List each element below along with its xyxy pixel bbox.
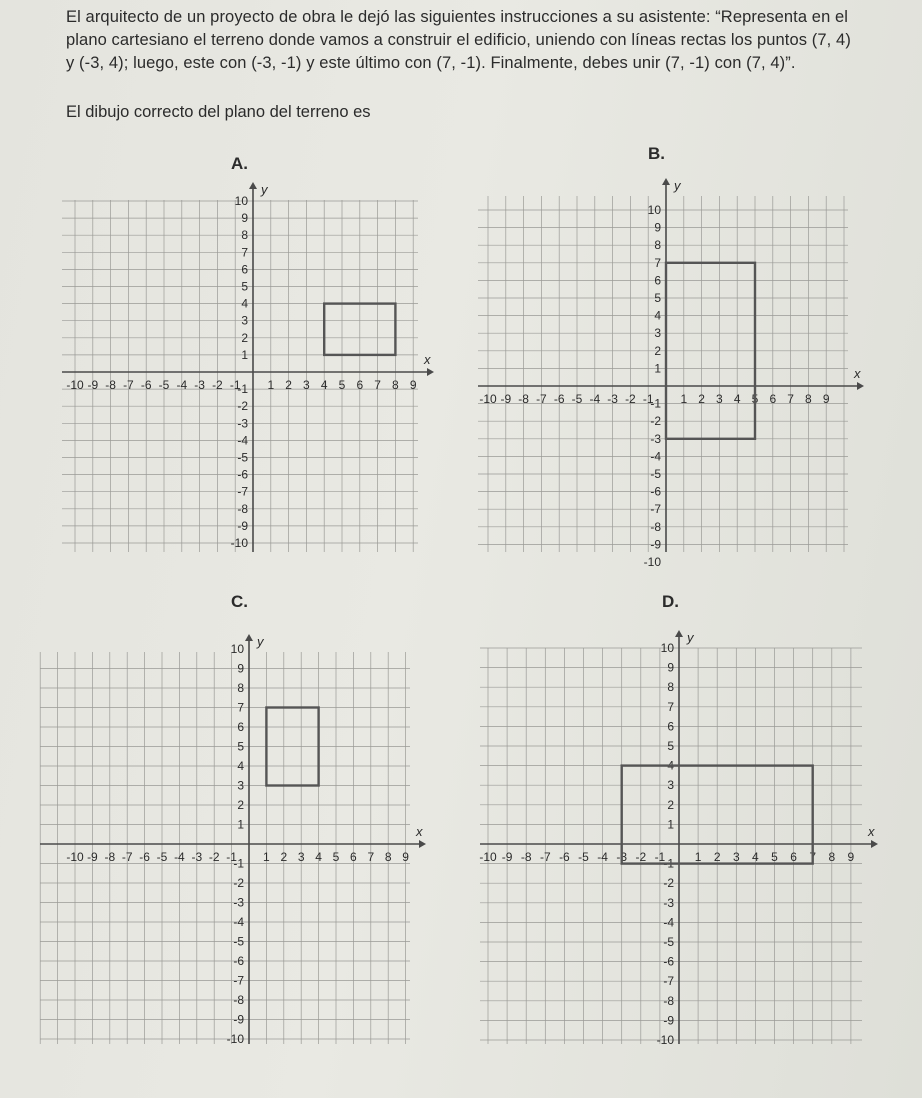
y-tick-label: 3	[654, 326, 661, 341]
x-tick-label: -1	[654, 850, 666, 864]
x-tick-label: 1	[263, 850, 270, 864]
option-c-label: C.	[231, 592, 248, 611]
x-axis-arrow	[871, 840, 878, 848]
x-tick-label: 6	[350, 850, 357, 864]
x-tick-label: -8	[518, 392, 529, 406]
y-tick-label: -9	[233, 1012, 244, 1027]
y-tick-label: 6	[241, 262, 248, 277]
y-tick-label: -8	[663, 993, 674, 1008]
x-axis-label: x	[854, 366, 861, 381]
x-tick-label: 8	[392, 378, 399, 392]
x-tick-label: 4	[315, 850, 322, 864]
x-tick-label: -1	[229, 378, 241, 392]
y-tick-label: 8	[241, 228, 248, 243]
y-tick-label: 5	[654, 291, 661, 305]
y-tick-label: 2	[667, 797, 674, 812]
x-tick-label: -10	[479, 392, 497, 406]
x-tick-label: -2	[212, 378, 223, 392]
option-b-label: B.	[648, 144, 665, 163]
x-tick-label: 4	[733, 392, 741, 406]
x-tick-label: -6	[140, 378, 152, 392]
x-tick-label: -2	[208, 850, 220, 864]
x-tick-label: -6	[559, 850, 570, 864]
x-tick-label: 3	[303, 378, 310, 392]
x-tick-label: -5	[571, 392, 583, 406]
y-tick-label: -8	[650, 519, 661, 534]
y-tick-label: 4	[241, 296, 248, 311]
x-axis-label: x	[424, 352, 431, 367]
y-tick-label: -10	[230, 536, 248, 550]
y-tick-label: -6	[650, 484, 661, 499]
x-tick-label: -4	[176, 378, 188, 392]
x-tick-label: 3	[297, 850, 305, 864]
x-tick-label: 8	[384, 850, 392, 864]
y-tick-label: 5	[241, 279, 248, 294]
problem-statement: El arquitecto de un proyecto de obra le dejó las siguientes instrucciones a su asistente: “Representa en el plano cartesiano el terreno donde vamos a construir el edificio, uniendo con líneas rectas los puntos (7, 4) y (-3, 4); luego, este con (-3, -1) y este último con (7, -1). Finalmente, debes unir (7, -1) con (7, 4)”.	[66, 8, 851, 72]
y-tick-label: -7	[233, 973, 244, 988]
y-tick-label: 3	[667, 778, 674, 793]
x-tick-label: -6	[553, 392, 565, 406]
x-tick-label: 7	[809, 850, 817, 864]
x-tick-label: -7	[539, 850, 551, 864]
y-tick-label: -4	[650, 449, 661, 464]
y-axis-label: y	[674, 178, 681, 193]
y-tick-label: 3	[237, 778, 244, 793]
y-tick-label: 7	[241, 245, 248, 260]
x-tick-label: 4	[320, 378, 328, 392]
y-tick-label: -7	[663, 974, 674, 989]
x-tick-label: -9	[500, 392, 512, 406]
x-tick-label: -4	[174, 850, 185, 864]
y-tick-label: 4	[667, 758, 674, 773]
y-tick-label: 8	[654, 238, 661, 253]
y-tick-label: -10	[656, 1033, 674, 1047]
x-tick-label: 5	[332, 850, 340, 864]
x-tick-label: -9	[87, 850, 98, 864]
x-tick-label: 3	[732, 850, 740, 864]
x-tick-label: 9	[822, 392, 830, 406]
x-tick-label: 9	[409, 378, 417, 392]
question-prompt: El dibujo correcto del plano del terreno es	[66, 103, 371, 121]
x-tick-label: -4	[597, 850, 608, 864]
y-tick-label: -1	[650, 396, 661, 411]
y-tick-label: 10	[234, 194, 248, 208]
y-tick-label: 8	[667, 680, 674, 695]
x-tick-label: -7	[121, 850, 133, 864]
y-tick-label: 9	[654, 220, 661, 235]
x-tick-label: 1	[267, 378, 275, 392]
y-tick-label: 8	[237, 681, 244, 695]
x-tick-label: -2	[635, 850, 647, 864]
option-a-label: A.	[231, 154, 248, 173]
y-tick-label: -9	[237, 518, 248, 533]
y-tick-label: -7	[237, 484, 248, 499]
x-tick-label: -7	[536, 392, 547, 406]
y-tick-label: 7	[237, 700, 244, 715]
x-tick-label: -4	[589, 392, 601, 406]
x-tick-label: -3	[194, 378, 205, 392]
y-tick-label: -5	[233, 934, 244, 949]
x-tick-label: -8	[105, 378, 116, 392]
y-axis-arrow	[675, 630, 683, 637]
x-tick-label: 9	[847, 850, 855, 864]
y-tick-label: -8	[237, 501, 248, 516]
x-tick-label: 6	[356, 378, 364, 392]
x-tick-label: -6	[139, 850, 150, 864]
y-tick-label: 10	[230, 642, 244, 656]
x-tick-label: 6	[769, 392, 777, 406]
y-tick-label: 4	[654, 308, 661, 323]
x-tick-label: 3	[716, 392, 723, 406]
x-tick-label: -5	[156, 850, 168, 864]
x-tick-label: 1	[680, 392, 688, 406]
y-tick-label: 1	[654, 361, 661, 376]
y-tick-label: -2	[663, 876, 674, 891]
x-tick-label: 5	[751, 392, 759, 406]
x-tick-label: 2	[285, 378, 292, 392]
y-tick-label: 9	[237, 661, 244, 676]
y-tick-label: -10	[226, 1032, 244, 1046]
x-tick-label: -9	[87, 378, 99, 392]
x-tick-label: -3	[616, 850, 628, 864]
x-tick-label: 7	[367, 850, 375, 864]
y-tick-label: -7	[650, 502, 661, 517]
x-tick-label: 8	[805, 392, 812, 406]
x-tick-label: 1	[694, 850, 702, 864]
x-tick-label: -7	[123, 378, 134, 392]
y-tick-label: -1	[237, 382, 248, 397]
y-tick-label: -3	[650, 431, 661, 446]
x-tick-label: -2	[625, 392, 636, 406]
x-tick-label: -3	[607, 392, 618, 406]
y-tick-label: 9	[241, 211, 248, 226]
y-tick-label: 5	[237, 739, 244, 754]
y-tick-label: -2	[233, 876, 244, 890]
y-tick-label: -5	[663, 935, 674, 949]
x-axis-label: x	[416, 824, 423, 839]
y-tick-label: 2	[654, 343, 661, 358]
y-tick-label: 2	[241, 330, 248, 345]
y-tick-label: -2	[237, 399, 248, 414]
y-tick-label: 1	[667, 817, 674, 832]
y-tick-label: 5	[667, 739, 674, 753]
y-tick-label: -8	[233, 993, 244, 1007]
x-tick-label: -10	[479, 850, 497, 864]
x-axis-label: x	[868, 824, 875, 839]
y-tick-label: 1	[237, 817, 244, 832]
x-tick-label: 2	[698, 392, 705, 406]
y-tick-label: 10	[647, 203, 661, 217]
x-tick-label: 8	[828, 850, 836, 864]
y-tick-label: -2	[650, 414, 661, 429]
y-tick-label: -9	[663, 1013, 674, 1028]
y-axis-label: y	[261, 182, 268, 197]
x-tick-label: -1	[642, 392, 654, 406]
y-tick-label: -5	[650, 467, 661, 481]
y-tick-label: 2	[237, 798, 244, 812]
y-tick-label: -9	[650, 537, 661, 552]
y-tick-label: 6	[237, 720, 244, 734]
y-tick-label: 3	[241, 313, 248, 328]
y-tick-label: -1	[663, 856, 674, 871]
y-tick-label: 4	[237, 759, 244, 773]
x-tick-label: -1	[226, 850, 237, 864]
option-d-label: D.	[662, 592, 679, 611]
x-tick-label: -9	[501, 850, 513, 864]
x-tick-label: -10	[66, 378, 84, 392]
y-tick-label: 7	[654, 255, 661, 270]
y-tick-label: 9	[667, 660, 674, 675]
y-axis-label: y	[687, 630, 694, 645]
x-tick-label: -8	[104, 850, 116, 864]
x-tick-label: 7	[787, 392, 794, 406]
y-tick-label: 1	[241, 347, 248, 362]
y-tick-label: -6	[237, 467, 248, 482]
y-tick-label: -4	[233, 915, 244, 929]
y-axis-label: y	[257, 634, 264, 649]
y-tick-label: -10	[643, 555, 661, 569]
x-tick-label: -10	[66, 850, 84, 864]
x-tick-label: 5	[771, 850, 778, 864]
x-tick-label: 9	[402, 850, 409, 864]
y-tick-label: -6	[663, 954, 674, 969]
y-tick-label: 7	[667, 699, 674, 714]
x-tick-label: -5	[578, 850, 589, 864]
x-tick-label: 7	[374, 378, 381, 392]
y-tick-label: -4	[237, 433, 248, 448]
x-tick-label: -5	[158, 378, 170, 392]
y-tick-label: -5	[237, 450, 248, 465]
y-tick-label: 6	[654, 273, 661, 288]
x-tick-label: 2	[713, 850, 721, 864]
x-tick-label: -3	[191, 850, 203, 864]
y-tick-label: -3	[663, 895, 674, 910]
y-tick-label: 10	[660, 641, 674, 655]
x-tick-label: 4	[752, 850, 759, 864]
y-tick-label: -1	[233, 856, 244, 871]
y-tick-label: -6	[233, 954, 244, 968]
x-tick-label: -8	[520, 850, 532, 864]
y-tick-label: -4	[663, 915, 674, 930]
y-tick-label: -3	[237, 416, 248, 431]
x-tick-label: 6	[790, 850, 797, 864]
y-tick-label: 6	[667, 719, 674, 734]
x-tick-label: 5	[338, 378, 346, 392]
y-tick-label: -3	[233, 895, 244, 910]
x-tick-label: 2	[280, 850, 288, 864]
